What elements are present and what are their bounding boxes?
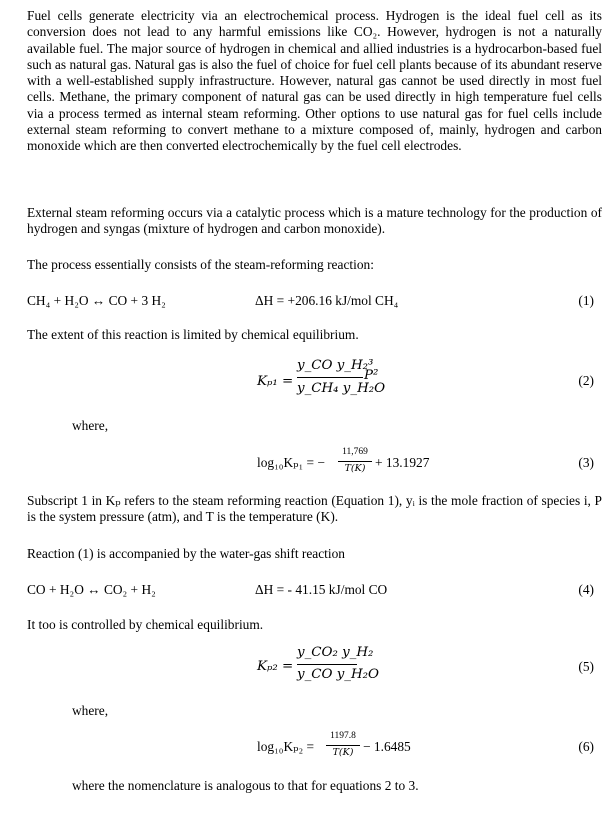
where-label-2: where, <box>72 703 109 718</box>
equation-2-numerator: y_CO y_H₂³ <box>297 358 374 373</box>
paragraph-equilibrium: The extent of this reaction is limited by chemical equilibrium. <box>27 327 359 342</box>
equation-6-constant: − 1.6485 <box>363 739 411 754</box>
where-label-1: where, <box>72 418 109 433</box>
equation-6-denominator: T(K) <box>332 747 354 758</box>
equation-3-denominator: T(K) <box>344 463 366 474</box>
equation-5-lhs: Kₚ₂ = <box>257 659 294 674</box>
equation-5-denominator: y_CO y_H₂O <box>297 667 380 682</box>
paragraph-intro: Fuel cells generate electricity via an electrochemical process. Hydrogen is the ideal fuel cell as its conversion does not lead to any harmful emissions like CO₂. However, hydrogen is not a naturally available fuel. The major source of hydrogen in chemical and allied industries is a hydrocarbon-based fuel such as natural gas. Natural gas is also the fuel of choice for fuel cell plants because of its abundant reserve with a well-established supply infrastructure. However, natural gas cannot be used directly in most fuel cells. Methane, the primary component of natural gas can be used directly in high temperature fuel cells via a process termed as internal steam reforming. Other options to use natural gas for fuel cells include external steam reforming to convert methane to a mixture composed of, mainly, hydrogen and carbon monoxide which are then converted electrochemically by the fuel cell electrodes. <box>27 8 602 154</box>
equation-6-numerator: 1197.8 <box>330 731 356 741</box>
equation-2-fraction-bar <box>297 377 363 378</box>
equation-3-constant: + 13.1927 <box>375 455 430 470</box>
equation-6-number: (6) <box>578 739 594 754</box>
equation-5-numerator: y_CO₂ y_H₂ <box>297 645 374 660</box>
equation-1-enthalpy: ΔH = +206.16 kJ/mol CH₄ <box>255 293 399 308</box>
paragraph-controlled: It too is controlled by chemical equilibrium. <box>27 617 264 632</box>
equation-3-numerator: 11,769 <box>342 447 368 457</box>
equation-3-number: (3) <box>578 455 594 470</box>
equation-4-enthalpy: ΔH = - 41.15 kJ/mol CO <box>255 582 388 597</box>
equation-2-number: (2) <box>578 373 594 388</box>
equation-6-lhs: log₁₀Kₚ₂ = <box>257 739 315 754</box>
paragraph-external-reforming: External steam reforming occurs via a catalytic process which is a mature technology for the production of hydrogen and syngas (mixture of hydrogen and carbon monoxide). <box>27 205 602 237</box>
equation-2-factor: P² <box>364 368 379 383</box>
paragraph-process: The process essentially consists of the steam-reforming reaction: <box>27 257 374 272</box>
equation-1-number: (1) <box>578 293 594 308</box>
equation-2-denominator: y_CH₄ y_H₂O <box>297 381 386 396</box>
equation-1-reaction: CH₄ + H₂O ↔ CO + 3 H₂ <box>27 293 166 308</box>
equation-5-fraction-bar <box>297 664 357 665</box>
equation-4-number: (4) <box>578 582 594 597</box>
equation-5-number: (5) <box>578 659 594 674</box>
paragraph-water-gas-shift: Reaction (1) is accompanied by the water-gas shift reaction <box>27 546 346 561</box>
paragraph-subscript-explanation: Subscript 1 in Kₚ refers to the steam reforming reaction (Equation 1), yᵢ is the mole fraction of species i, P is the system pressure (atm), and T is the temperature (K). <box>27 493 602 525</box>
equation-2-lhs: Kₚ₁ = <box>257 374 294 389</box>
equation-3-lhs: log₁₀Kₚ₁ = − <box>257 455 325 470</box>
equation-6-fraction-bar <box>326 745 360 746</box>
equation-3-fraction-bar <box>338 461 372 462</box>
paragraph-nomenclature: where the nomenclature is analogous to that for equations 2 to 3. <box>72 778 419 793</box>
equation-4-reaction: CO + H₂O ↔ CO₂ + H₂ <box>27 582 156 597</box>
